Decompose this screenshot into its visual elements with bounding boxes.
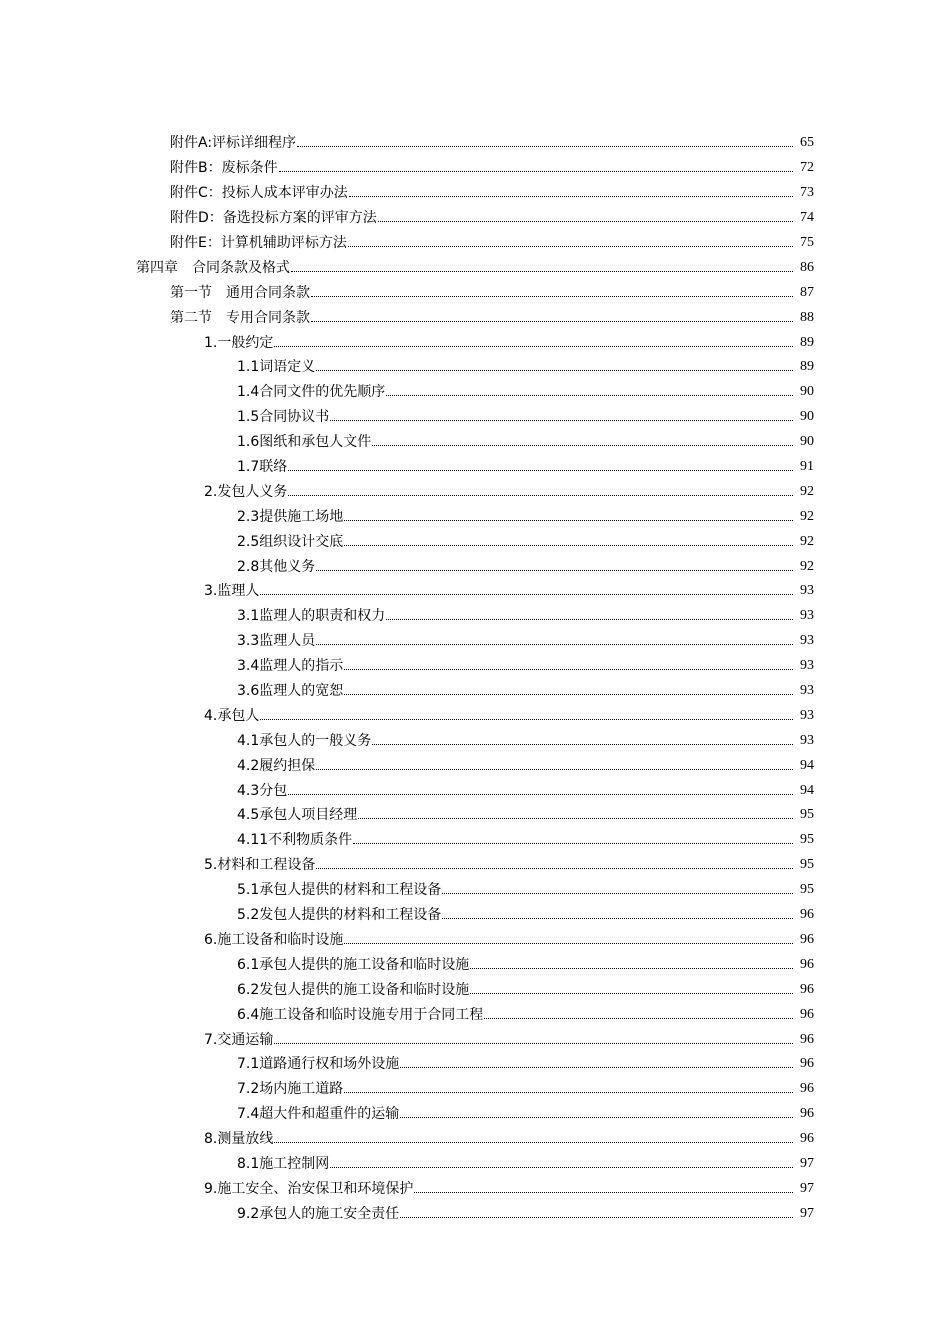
toc-entry[interactable] [0, 206, 950, 231]
toc-entry-title: 1.4合同文件的优先顺序 [237, 384, 386, 401]
toc-entry[interactable] [0, 679, 950, 704]
dot-leader [470, 967, 793, 969]
dot-leader [344, 693, 793, 695]
toc-entry-page: 96 [800, 1131, 814, 1147]
toc-entry-page: 86 [800, 259, 814, 275]
toc-entry[interactable] [0, 1077, 950, 1102]
toc-entry[interactable] [0, 330, 950, 355]
dot-leader [274, 1141, 793, 1143]
dot-leader [260, 718, 793, 720]
toc-entry[interactable] [0, 952, 950, 977]
toc-entry[interactable] [0, 629, 950, 654]
toc-entry-title: 6.4施工设备和临时设施专用于合同工程 [237, 1006, 484, 1023]
toc-entry-title: 1.一般约定 [204, 334, 274, 351]
toc-entry-title: 3.监理人 [204, 583, 260, 600]
toc-entry[interactable] [0, 703, 950, 728]
toc-entry-title: 1.5合同协议书 [237, 409, 330, 426]
toc-entry[interactable] [0, 654, 950, 679]
toc-entry[interactable] [0, 1176, 950, 1201]
toc-entry-page: 93 [800, 707, 814, 723]
toc-entry-title: 2.3提供施工场地 [237, 508, 344, 525]
toc-entry-title: 7.交通运输 [204, 1031, 274, 1048]
toc-entry[interactable] [0, 355, 950, 380]
toc-entry-page: 96 [800, 1081, 814, 1097]
toc-entry-title: 9.施工安全、治安保卫和环境保护 [204, 1180, 414, 1197]
toc-entry-title: 8.1施工控制网 [237, 1155, 330, 1172]
toc-entry-page: 93 [800, 608, 814, 624]
toc-entry[interactable] [0, 156, 950, 181]
toc-entry-page: 93 [800, 683, 814, 699]
toc-entry-title: 2.5组织设计交底 [237, 533, 344, 550]
dot-leader [484, 1017, 793, 1019]
toc-entry[interactable] [0, 1102, 950, 1127]
toc-entry-title: 2.8其他义务 [237, 558, 316, 575]
toc-entry-page: 96 [800, 1106, 814, 1122]
dot-leader [288, 793, 793, 795]
toc-entry-title: 1.7联络 [237, 459, 288, 476]
toc-entry[interactable] [0, 1152, 950, 1177]
dot-leader [311, 320, 793, 322]
toc-entry[interactable] [0, 753, 950, 778]
toc-entry-title: 4.1承包人的一般义务 [237, 732, 372, 749]
dot-leader [311, 295, 793, 297]
toc-entry[interactable] [0, 280, 950, 305]
dot-leader [372, 444, 793, 446]
toc-entry-page: 75 [800, 235, 814, 250]
toc-entry-page: 96 [800, 907, 814, 923]
toc-entry[interactable] [0, 778, 950, 803]
toc-entry[interactable] [0, 455, 950, 480]
toc-entry-page: 87 [800, 284, 814, 300]
toc-entry-page: 90 [800, 409, 814, 425]
toc-entry-page: 97 [800, 1180, 814, 1196]
dot-leader [316, 643, 793, 645]
toc-entry-page: 96 [800, 956, 814, 972]
toc-entry[interactable] [0, 131, 950, 156]
toc-entry-page: 96 [800, 1056, 814, 1072]
toc-entry[interactable] [0, 1052, 950, 1077]
toc-entry-title: 附件C：投标人成本评审办法 [170, 185, 348, 202]
toc-entry-page: 96 [800, 981, 814, 997]
toc-entry-page: 94 [800, 782, 814, 798]
toc-entry-page: 92 [800, 508, 814, 524]
toc-entry[interactable] [0, 554, 950, 579]
dot-leader [386, 618, 793, 620]
dot-leader [316, 569, 793, 571]
toc-entry-page: 95 [800, 882, 814, 898]
dot-leader [372, 743, 793, 745]
dot-leader [288, 494, 793, 496]
dot-leader [344, 1091, 793, 1093]
toc-entry-page: 93 [800, 658, 814, 674]
dot-leader [400, 1116, 793, 1118]
toc-entry-page: 97 [800, 1155, 814, 1171]
toc-entry-page: 89 [800, 359, 814, 375]
toc-entry-title: 第四章 合同条款及格式 [136, 259, 290, 276]
dot-leader [316, 369, 793, 371]
toc-entry[interactable] [0, 504, 950, 529]
toc-entry-title: 4.2履约担保 [237, 757, 316, 774]
dot-leader [274, 345, 793, 347]
dot-leader [386, 394, 793, 396]
toc-entry-page: 95 [800, 807, 814, 823]
toc-entry-page: 95 [800, 832, 814, 848]
dot-leader [344, 942, 793, 944]
dot-leader [288, 469, 793, 471]
toc-entry-page: 96 [800, 1031, 814, 1047]
toc-entry-title: 1.6图纸和承包人文件 [237, 434, 372, 451]
toc-entry-title: 6.施工设备和临时设施 [204, 931, 344, 948]
toc-entry-title: 7.4超大件和超重件的运输 [237, 1106, 400, 1123]
toc-entry-title: 附件D：备选投标方案的评审方法 [170, 210, 377, 227]
toc-entry-title: 3.4监理人的指示 [237, 658, 344, 675]
toc-entry-title: 3.6监理人的宽恕 [237, 683, 344, 700]
dot-leader [442, 917, 793, 919]
toc-entry[interactable] [0, 1027, 950, 1052]
dot-leader [274, 1042, 793, 1044]
dot-leader [470, 992, 793, 994]
toc-entry[interactable] [0, 430, 950, 455]
toc-entry[interactable] [0, 853, 950, 878]
toc-entry-page: 97 [800, 1205, 814, 1221]
toc-entry[interactable] [0, 878, 950, 903]
toc-entry[interactable] [0, 181, 950, 206]
toc-entry-title: 1.1词语定义 [237, 359, 316, 376]
toc-entry-title: 6.1承包人提供的施工设备和临时设施 [237, 956, 470, 973]
dot-leader [442, 892, 793, 894]
toc-entry-title: 4.3分包 [237, 782, 288, 799]
dot-leader [279, 170, 793, 172]
toc-entry[interactable] [0, 231, 950, 256]
toc-entry-page: 89 [800, 334, 814, 350]
toc-entry-page: 93 [800, 583, 814, 599]
toc-entry[interactable] [0, 977, 950, 1002]
toc-entry[interactable] [0, 1127, 950, 1152]
dot-leader [316, 867, 793, 869]
toc-entry-title: 附件A:评标详细程序 [170, 135, 297, 152]
toc-entry-title: 5.1承包人提供的材料和工程设备 [237, 882, 442, 899]
toc-entry[interactable] [0, 405, 950, 430]
toc-entry-page: 72 [800, 160, 814, 176]
toc-entry-title: 8.测量放线 [204, 1131, 274, 1148]
dot-leader [316, 768, 793, 770]
table-of-contents [0, 131, 950, 1226]
toc-entry-page: 93 [800, 633, 814, 649]
dot-leader [344, 668, 793, 670]
dot-leader [353, 842, 793, 844]
toc-entry-title: 4.承包人 [204, 707, 260, 724]
dot-leader [291, 270, 793, 272]
toc-entry[interactable] [0, 928, 950, 953]
toc-entry-title: 第二节 专用合同条款 [170, 309, 310, 326]
toc-entry-page: 92 [800, 483, 814, 499]
toc-entry-title: 2.发包人义务 [204, 483, 288, 500]
dot-leader [400, 1066, 793, 1068]
dot-leader [378, 220, 793, 222]
toc-entry[interactable] [0, 903, 950, 928]
dot-leader [344, 519, 793, 521]
toc-entry-page: 88 [800, 309, 814, 325]
dot-leader [297, 145, 793, 147]
toc-entry-title: 第一节 通用合同条款 [170, 284, 310, 301]
toc-entry[interactable] [0, 579, 950, 604]
toc-entry-title: 4.5承包人项目经理 [237, 807, 358, 824]
toc-entry[interactable] [0, 479, 950, 504]
toc-entry-page: 92 [800, 558, 814, 574]
toc-entry-title: 3.3监理人员 [237, 633, 316, 650]
toc-entry-title: 5.材料和工程设备 [204, 857, 316, 874]
dot-leader [344, 544, 793, 546]
dot-leader [349, 195, 793, 197]
dot-leader [414, 1191, 793, 1193]
toc-entry-title: 附件E：计算机辅助评标方法 [170, 235, 347, 251]
dot-leader [358, 817, 793, 819]
toc-entry[interactable] [0, 380, 950, 405]
toc-entry-page: 94 [800, 757, 814, 773]
toc-entry-title: 7.2场内施工道路 [237, 1081, 344, 1098]
dot-leader [330, 1166, 793, 1168]
dot-leader [330, 419, 793, 421]
toc-entry-page: 96 [800, 1006, 814, 1022]
toc-entry[interactable] [0, 604, 950, 629]
toc-entry[interactable] [0, 1002, 950, 1027]
toc-entry-title: 4.11不利物质条件 [237, 832, 353, 849]
toc-entry-title: 9.2承包人的施工安全责任 [237, 1205, 400, 1222]
toc-entry[interactable] [0, 803, 950, 828]
toc-entry-page: 74 [800, 210, 814, 226]
toc-entry-page: 95 [800, 857, 814, 873]
dot-leader [260, 593, 793, 595]
toc-entry-page: 65 [800, 135, 814, 151]
toc-entry-page: 90 [800, 434, 814, 450]
toc-entry[interactable] [0, 728, 950, 753]
toc-entry-page: 73 [800, 185, 814, 201]
toc-entry-title: 7.1道路通行权和场外设施 [237, 1056, 400, 1073]
toc-entry-title: 5.2发包人提供的材料和工程设备 [237, 907, 442, 924]
toc-entry[interactable] [0, 305, 950, 330]
toc-entry-page: 91 [800, 459, 814, 475]
toc-entry-title: 3.1监理人的职责和权力 [237, 608, 386, 625]
dot-leader [348, 245, 793, 247]
toc-entry[interactable] [0, 529, 950, 554]
toc-entry[interactable] [0, 1201, 950, 1226]
toc-entry-page: 96 [800, 931, 814, 947]
toc-entry-page: 93 [800, 732, 814, 748]
toc-entry[interactable] [0, 255, 950, 280]
toc-entry-page: 90 [800, 384, 814, 400]
toc-entry-page: 92 [800, 533, 814, 549]
toc-entry-title: 附件B：废标条件 [170, 160, 278, 177]
dot-leader [400, 1216, 793, 1218]
toc-entry-title: 6.2发包人提供的施工设备和临时设施 [237, 981, 470, 998]
toc-entry[interactable] [0, 828, 950, 853]
